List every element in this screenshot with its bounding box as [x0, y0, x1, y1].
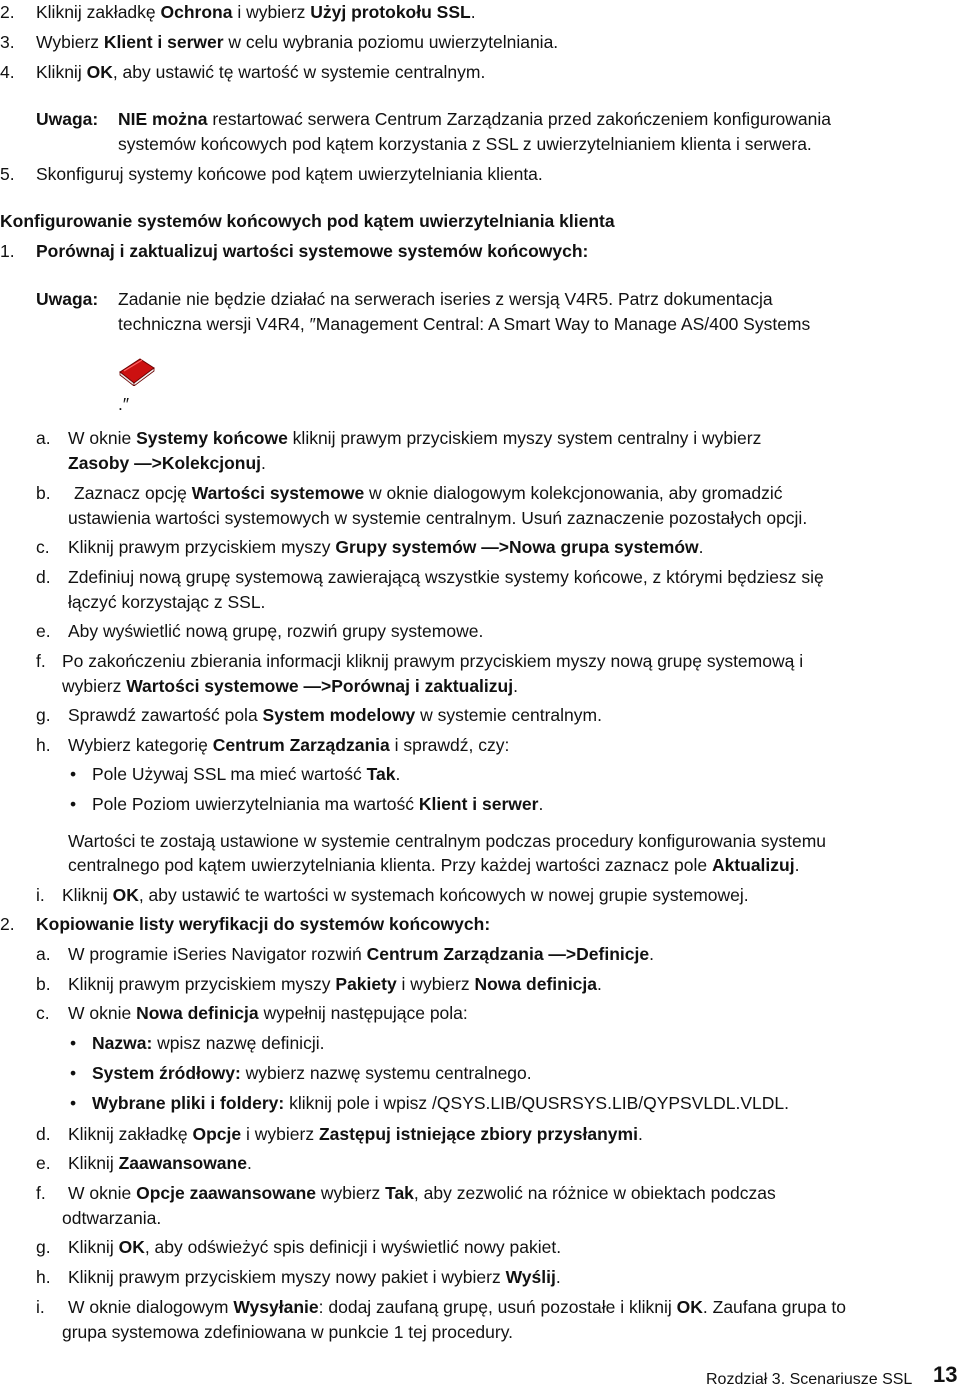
- substep-f-letter: f.: [36, 1183, 46, 1203]
- substep-a-letter: a.: [36, 428, 51, 448]
- substep-d-text: Zdefiniuj nową grupę systemową zawierającą wszystkie systemy końcowe, z którymi będziesz się: [68, 567, 824, 587]
- substep-i-letter: i.: [36, 885, 45, 905]
- substep-e-text: Kliknij Zaawansowane.: [68, 1153, 252, 1173]
- substep-g-text: Kliknij OK, aby odświeżyć spis definicji i wyświetlić nowy pakiet.: [68, 1237, 562, 1257]
- substep-b-letter: b.: [36, 483, 51, 503]
- step-2b-number: 2.: [0, 914, 15, 934]
- substep-h-note: Wartości te zostają ustawione w systemie centralnym podczas procedury konfigurowania systemu: [68, 831, 827, 851]
- note-label: Uwaga:: [36, 289, 99, 309]
- bullet-item: Wybrane pliki i foldery: kliknij pole i wpisz /QSYS.LIB/QUSRSYS.LIB/QYPSVLDL.VLDL.: [92, 1093, 790, 1113]
- step-2b-text: Kopiowanie listy weryfikacji do systemów końcowych:: [36, 914, 491, 934]
- substep-e-letter: e.: [36, 1153, 51, 1173]
- footer-chapter: Rozdział 3. Scenariusze SSL: [706, 1371, 913, 1388]
- note-label: Uwaga:: [36, 109, 99, 129]
- step-4-text: Kliknij OK, aby ustawić tę wartość w systemie centralnym.: [36, 62, 486, 82]
- bullet-icon: •: [70, 794, 77, 814]
- bullet-item: Pole Poziom uwierzytelniania ma wartość Klient i serwer.: [92, 794, 544, 814]
- substep-d-text: Kliknij zakładkę Opcje i wybierz Zastępuj istniejące zbiory przysłanymi.: [68, 1124, 643, 1144]
- substep-c-text: W oknie Nowa definicja wypełnij następujące pola:: [68, 1003, 468, 1023]
- substep-b-text: Zaznacz opcję Wartości systemowe w oknie dialogowym kolekcjonowania, aby gromadzić: [74, 483, 783, 503]
- substep-a-text: Zasoby —>Kolekcjonuj.: [68, 453, 266, 473]
- substep-i-text: W oknie dialogowym Wysyłanie: dodaj zaufaną grupę, usuń pozostałe i kliknij OK. Zaufana grupa to: [68, 1297, 846, 1317]
- note-text: systemów końcowych pod kątem korzystania z SSL z uwierzytelnianiem klienta i serwera.: [118, 134, 812, 154]
- page-number: 13: [933, 1362, 958, 1387]
- substep-b-text: Kliknij prawym przyciskiem myszy Pakiety i wybierz Nowa definicja.: [68, 974, 602, 994]
- substep-a-text: W programie iSeries Navigator rozwiń Centrum Zarządzania —>Definicje.: [68, 944, 654, 964]
- substep-e-letter: e.: [36, 621, 51, 641]
- note-text-end: .″: [118, 394, 130, 414]
- substep-f-text: odtwarzania.: [62, 1208, 162, 1228]
- substep-a-letter: a.: [36, 944, 51, 964]
- substep-d-letter: d.: [36, 1124, 51, 1144]
- bullet-icon: •: [70, 1063, 77, 1083]
- step-3-text: Wybierz Klient i serwer w celu wybrania poziomu uwierzytelniania.: [36, 32, 559, 52]
- bullet-icon: •: [70, 1033, 77, 1053]
- book-icon: [118, 356, 156, 386]
- substep-g-text: Sprawdź zawartość pola System modelowy w systemie centralnym.: [68, 705, 602, 725]
- step-4-number: 4.: [0, 62, 15, 82]
- note-text: Zadanie nie będzie działać na serwerach iseries z wersją V4R5. Patrz dokumentacja: [118, 289, 773, 309]
- step-2-number: 2.: [0, 2, 15, 22]
- substep-b-letter: b.: [36, 974, 51, 994]
- substep-h-note: centralnego pod kątem uwierzytelniania klienta. Przy każdej wartości zaznacz pole Aktualizuj.: [68, 855, 800, 875]
- step-3-number: 3.: [0, 32, 15, 52]
- substep-h-text: Wybierz kategorię Centrum Zarządzania i sprawdź, czy:: [68, 735, 510, 755]
- bullet-icon: •: [70, 764, 77, 784]
- bullet-item: Nazwa: wpisz nazwę definicji.: [92, 1033, 325, 1053]
- substep-f-text: Po zakończeniu zbierania informacji kliknij prawym przyciskiem myszy nową grupę systemową i: [62, 651, 804, 671]
- substep-i-letter: i.: [36, 1297, 45, 1317]
- substep-g-letter: g.: [36, 1237, 51, 1257]
- substep-b-text: ustawienia wartości systemowych w systemie centralnym. Usuń zaznaczenie pozostałych opcji.: [68, 508, 808, 528]
- substep-f-text: wybierz Wartości systemowe —>Porównaj i zaktualizuj.: [62, 676, 518, 696]
- substep-d-letter: d.: [36, 567, 51, 587]
- substep-c-letter: c.: [36, 1003, 50, 1023]
- substep-e-text: Aby wyświetlić nową grupę, rozwiń grupy systemowe.: [68, 621, 484, 641]
- step-1-text: Porównaj i zaktualizuj wartości systemowe systemów końcowych:: [36, 241, 589, 261]
- substep-f-text: W oknie Opcje zaawansowane wybierz Tak, aby zezwolić na różnice w obiektach podczas: [68, 1183, 776, 1203]
- note-text: techniczna wersji V4R4, ″Management Central: A Smart Way to Manage AS/400 Systems: [118, 314, 811, 334]
- substep-f-letter: f.: [36, 651, 46, 671]
- step-5-text: Skonfiguruj systemy końcowe pod kątem uwierzytelniania klienta.: [36, 164, 543, 184]
- substep-d-text: łączyć korzystając z SSL.: [68, 592, 266, 612]
- substep-a-text: W oknie Systemy końcowe kliknij prawym przyciskiem myszy system centralny i wybierz: [68, 428, 762, 448]
- bullet-icon: •: [70, 1093, 77, 1113]
- substep-c-letter: c.: [36, 537, 50, 557]
- substep-g-letter: g.: [36, 705, 51, 725]
- bullet-item: System źródłowy: wybierz nazwę systemu centralnego.: [92, 1063, 532, 1083]
- step-2-text: Kliknij zakładkę Ochrona i wybierz Użyj protokołu SSL.: [36, 2, 476, 22]
- substep-h-text: Kliknij prawym przyciskiem myszy nowy pakiet i wybierz Wyślij.: [68, 1267, 561, 1287]
- substep-i-text: Kliknij OK, aby ustawić te wartości w systemach końcowych w nowej grupie systemowej.: [62, 885, 749, 905]
- substep-h-letter: h.: [36, 735, 51, 755]
- bullet-item: Pole Używaj SSL ma mieć wartość Tak.: [92, 764, 401, 784]
- note-text: NIE można restartować serwera Centrum Zarządzania przed zakończeniem konfigurowania: [118, 109, 831, 129]
- substep-i-text: grupa systemowa zdefiniowana w punkcie 1 tej procedury.: [62, 1322, 514, 1342]
- step-1-number: 1.: [0, 241, 15, 261]
- substep-h-letter: h.: [36, 1267, 51, 1287]
- substep-c-text: Kliknij prawym przyciskiem myszy Grupy systemów —>Nowa grupa systemów.: [68, 537, 704, 557]
- section-heading: Konfigurowanie systemów końcowych pod kątem uwierzytelniania klienta: [0, 211, 615, 231]
- step-5-number: 5.: [0, 164, 15, 184]
